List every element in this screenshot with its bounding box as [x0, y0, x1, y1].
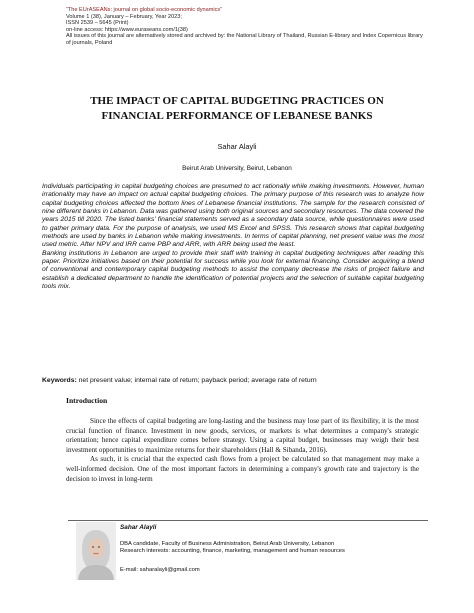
abstract-paragraph-1: Individuals participating in capital budgeting choices are presumed to act rationally while making investments. However, human irrationality may have an impact on actual capital budgeting choices. The primary purpose of this research was to analyze how capital budgeting choices affected the bottom lines of Lebanese financial institutions. The sample for the research consisted of nine different banks in Lebanon. Data was gathered using both original sources and secondary resources. The data covered the years 2015 till 2020. The listed banks' financial statements served as a secondary data source, while questionnaires were used to gather primary data. For the purpose of analysis, we used MS Excel and SPSS. This research shows that capital budgeting methods are used by banks in Lebanon while making investments. In terms of capital planning, net present value was the most used metric. After NPV and IRR came PBP and ARR, with ARR being used the least. [42, 183, 424, 249]
section-heading-introduction: Introduction [66, 396, 108, 405]
bio-position: DBA candidate, Faculty of Business Administration, Beirut Arab University, Lebanon [120, 540, 335, 547]
journal-volume: Volume 1 (38), January – February, Year 2023; [66, 13, 182, 20]
abstract-paragraph-2: Banking institutions in Lebanon are urged to provide their staff with training in capital budgeting techniques after reading this paper. Prioritize initiatives based on their potential for success while you look for external financing. Consider acquiring a blend of conventional and contemporary capital budgeting methods to assist the company decrease the risks of project failure and establish a dedicated department to handle the identification of potential projects and the selection of suitable capital budgeting tools mix. [42, 249, 424, 291]
keywords [42, 376, 442, 385]
paper-title-line-1: THE IMPACT OF CAPITAL BUDGETING PRACTICES ON [90, 95, 384, 107]
paper-title-line-2: FINANCIAL PERFORMANCE OF LEBANESE BANKS [101, 110, 373, 122]
bio-research-interests: Research interests: accounting, finance, marketing, management and human resources [120, 548, 345, 555]
keywords-text: net present value; internal rate of return; payback period; average rate of return [76, 377, 317, 384]
abstract [42, 183, 424, 291]
author-name: Sahar Alayli [217, 142, 257, 151]
author-photo [76, 522, 116, 580]
introduction-body [66, 417, 419, 484]
bio-author-name: Sahar Alayli [120, 524, 157, 531]
journal-archive-note: All issues of this journal are alternatively stored and archived by: the National Library of Thailand, Russian E-library and Index Copernicus library of journals, Poland [66, 33, 423, 46]
paper-title [60, 94, 414, 124]
introduction-paragraph-2: As such, it is crucial that the expected cash flows from a project be calculated so that management may make a well-informed decision. One of the most important factors in determining a company's growth rate and trajectory is the decision to invest in long-term [66, 455, 419, 483]
journal-issn: ISSN 2539 – 5645 (Print) [66, 20, 129, 26]
author-affiliation: Beirut Arab University, Beirut, Lebanon [182, 165, 292, 172]
author-bio [120, 524, 440, 574]
journal-title: “The EUrASEANs: journal on global socio-economic dynamics” [66, 7, 223, 13]
introduction-paragraph-1: Since the effects of capital budgeting are long-lasting and the business may lose part of its flexibility, it is the most crucial function of finance. Investment in new goods, services, or markets is what determines a company's strategic orientation; hence capital expenditure comes before strategy. Using a capital budget, businesses may weigh their best investment opportunities to maximize returns for their shareholders (Hall & Sibanda, 2016). [66, 417, 419, 454]
journal-website[interactable]: on-line access: https://www.euraseans.com/1(38) [66, 26, 188, 33]
journal-header [66, 7, 426, 46]
bio-divider [68, 520, 428, 521]
author-portrait-icon [76, 522, 116, 580]
bio-email[interactable]: E-mail: saharalayli@gmail.com [120, 566, 200, 573]
keywords-label: Keywords: [42, 377, 77, 384]
